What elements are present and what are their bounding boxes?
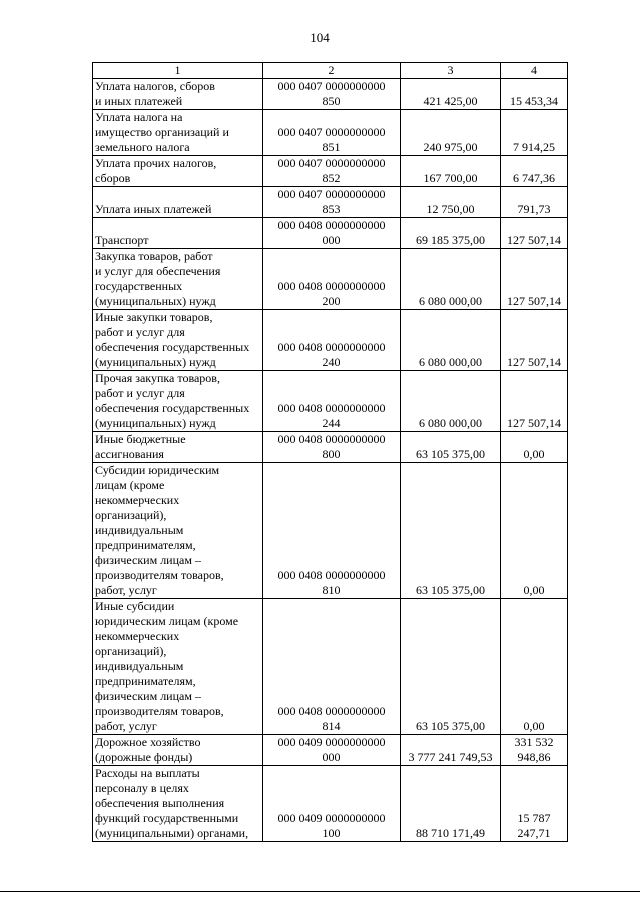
row-value-col4: 791,73 [517, 202, 551, 216]
row-value-col3: 6 080 000,00 [419, 294, 482, 308]
row-code: 000 0407 0000000000 853 [277, 187, 386, 216]
row-code: 000 0408 0000000000 244 [277, 401, 386, 430]
table-row [93, 735, 568, 766]
row-value-col4: 331 532 948,86 [514, 735, 554, 764]
row-code: 000 0407 0000000000 850 [277, 79, 386, 108]
table-row [93, 432, 568, 463]
table-body [93, 79, 568, 842]
header-col-1: 1 [93, 63, 263, 79]
row-code: 000 0408 0000000000 240 [277, 340, 386, 369]
row-value-col4: 7 914,25 [513, 140, 555, 154]
row-value-col3: 63 105 375,00 [416, 719, 485, 733]
row-name: Транспорт [95, 233, 149, 247]
row-code: 000 0408 0000000000 800 [277, 432, 386, 461]
bottom-rule [0, 891, 640, 892]
row-value-col4: 127 507,14 [507, 294, 561, 308]
row-name: Иные закупки товаров, работ и услуг для обеспечения государственных (муниципальных) нужд [95, 310, 250, 369]
table-row [93, 463, 568, 599]
row-value-col4: 127 507,14 [507, 416, 561, 430]
row-value-col4: 6 747,36 [513, 171, 555, 185]
row-value-col3: 88 710 171,49 [416, 826, 485, 840]
table-row [93, 249, 568, 310]
header-col-2: 2 [263, 63, 401, 79]
row-value-col3: 240 975,00 [423, 140, 478, 154]
table-row [93, 371, 568, 432]
row-name: Уплата прочих налогов, сборов [95, 156, 217, 185]
row-value-col4: 127 507,14 [507, 233, 561, 247]
row-code: 000 0408 0000000000 810 [277, 568, 386, 597]
row-value-col4: 127 507,14 [507, 355, 561, 369]
table-row [93, 110, 568, 156]
row-value-col3: 6 080 000,00 [419, 416, 482, 430]
row-name: Расходы на выплаты персоналу в целях обеспечения выполнения функций государственными (муниципальными) органами, [95, 766, 249, 840]
row-value-col4: 0,00 [523, 447, 545, 461]
row-value-col3: 6 080 000,00 [419, 355, 482, 369]
page-number: 104 [310, 30, 330, 45]
row-value-col3: 69 185 375,00 [416, 233, 485, 247]
row-value-col3: 63 105 375,00 [416, 583, 485, 597]
row-name: Прочая закупка товаров, работ и услуг для обеспечения государственных (муниципальных) нужд [95, 371, 250, 430]
header-col-3: 3 [401, 63, 501, 79]
row-name: Закупка товаров, работ и услуг для обеспечения государственных (муниципальных) нужд [95, 249, 221, 308]
row-code: 000 0409 0000000000 000 [277, 735, 386, 764]
row-code: 000 0408 0000000000 814 [277, 704, 386, 733]
row-code: 000 0409 0000000000 100 [277, 811, 386, 840]
row-value-col4: 0,00 [523, 583, 545, 597]
table-row [93, 310, 568, 371]
row-name: Иные субсидии юридическим лицам (кроме некоммерческих организаций), индивидуальным предпринимателям, физическим лицам – производителям товаров, работ, услуг [95, 599, 239, 733]
header-row [93, 63, 568, 79]
row-code: 000 0408 0000000000 200 [277, 279, 386, 308]
row-value-col4: 15 453,34 [510, 94, 558, 108]
row-value-col3: 421 425,00 [423, 94, 478, 108]
table-row [93, 766, 568, 842]
table-row [93, 218, 568, 249]
table-row [93, 599, 568, 735]
row-value-col3: 63 105 375,00 [416, 447, 485, 461]
row-code: 000 0407 0000000000 852 [277, 156, 386, 185]
row-code: 000 0408 0000000000 000 [277, 218, 386, 247]
header-col-4: 4 [501, 63, 568, 79]
row-name: Субсидии юридическим лицам (кроме некоммерческих организаций), индивидуальным предпринимателям, физическим лицам – производителям товаров, работ, услуг [95, 463, 224, 597]
row-value-col3: 12 750,00 [426, 202, 475, 216]
row-value-col4: 15 787 247,71 [517, 811, 551, 840]
row-value-col3: 3 777 241 749,53 [408, 750, 493, 764]
row-name: Уплата налогов, сборов и иных платежей [95, 79, 215, 108]
budget-table [92, 62, 568, 842]
table-row [93, 156, 568, 187]
row-name: Уплата налога на имущество организаций и земельного налога [95, 110, 229, 154]
row-name: Иные бюджетные ассигнования [95, 432, 186, 461]
row-name: Дорожное хозяйство (дорожные фонды) [95, 735, 201, 764]
row-value-col3: 167 700,00 [423, 171, 478, 185]
table-row [93, 79, 568, 110]
row-value-col4: 0,00 [523, 719, 545, 733]
table-row [93, 187, 568, 218]
row-name: Уплата иных платежей [95, 202, 212, 216]
row-code: 000 0407 0000000000 851 [277, 125, 386, 154]
